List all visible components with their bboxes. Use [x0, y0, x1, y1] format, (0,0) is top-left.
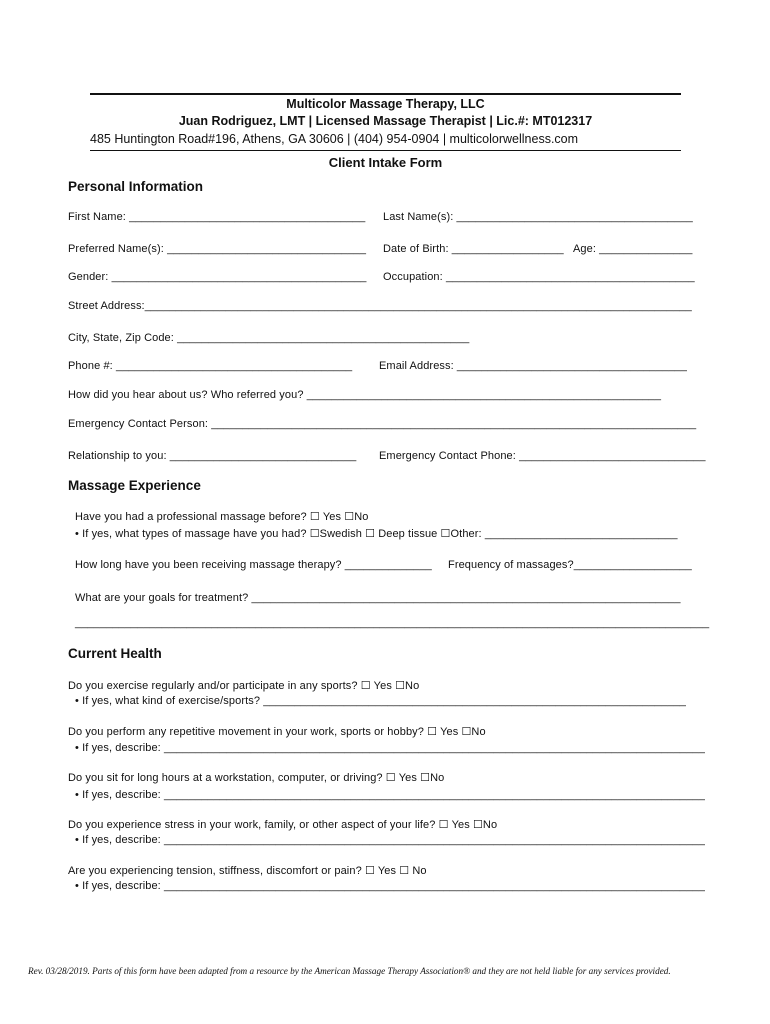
relationship-field[interactable]: Relationship to you: ______________________________ [68, 450, 357, 462]
emergency-contact-field[interactable]: Emergency Contact Person: ______________________________________________________________________________ [68, 418, 697, 430]
dob-field[interactable]: Date of Birth: __________________ [383, 243, 564, 255]
age-field[interactable]: Age: _______________ [573, 243, 693, 255]
stress-detail-field[interactable]: • If yes, describe: _______________________________________________________________________________________ [75, 834, 705, 846]
massage-experience-heading: Massage Experience [68, 478, 201, 493]
repetitive-movement-question[interactable]: Do you perform any repetitive movement in your work, sports or hobby? ☐ Yes ☐No [68, 726, 486, 738]
prior-massage-question[interactable]: Have you had a professional massage before? ☐ Yes ☐No [75, 511, 369, 523]
sitting-question[interactable]: Do you sit for long hours at a workstation, computer, or driving? ☐ Yes ☐No [68, 772, 445, 784]
street-address-field[interactable]: Street Address:________________________________________________________________________________________ [68, 300, 692, 312]
stress-question[interactable]: Do you experience stress in your work, family, or other aspect of your life? ☐ Yes ☐No [68, 819, 498, 831]
repetitive-movement-detail-field[interactable]: • If yes, describe: _______________________________________________________________________________________ [75, 742, 705, 754]
exercise-question[interactable]: Do you exercise regularly and/or participate in any sports? ☐ Yes ☐No [68, 680, 420, 692]
exercise-detail-field[interactable]: • If yes, what kind of exercise/sports? ____________________________________________________________________ [75, 695, 687, 707]
treatment-goals-field[interactable]: What are your goals for treatment? _____________________________________________________________________ [75, 592, 681, 604]
massage-frequency-field[interactable]: Frequency of massages?___________________ [448, 559, 692, 571]
company-name: Multicolor Massage Therapy, LLC [286, 97, 485, 111]
first-name-field[interactable]: First Name: ______________________________________ [68, 211, 366, 223]
pain-question[interactable]: Are you experiencing tension, stiffness, discomfort or pain? ☐ Yes ☐ No [68, 865, 427, 877]
pain-detail-field[interactable]: • If yes, describe: _______________________________________________________________________________________ [75, 880, 705, 892]
header-top-rule [90, 93, 681, 95]
gender-field[interactable]: Gender: _________________________________________ [68, 271, 367, 283]
address-line: 485 Huntington Road#196, Athens, GA 30606 | (404) 954-0904 | multicolorwellness.com [90, 132, 579, 146]
header-bottom-rule [90, 150, 681, 151]
emergency-phone-field[interactable]: Emergency Contact Phone: ______________________________ [379, 450, 706, 462]
massage-types-question[interactable]: • If yes, what types of massage have you had? ☐Swedish ☐ Deep tissue ☐Other: _______________________________ [75, 528, 678, 540]
phone-field[interactable]: Phone #: ______________________________________ [68, 360, 353, 372]
city-state-zip-field[interactable]: City, State, Zip Code: _______________________________________________ [68, 332, 470, 344]
form-title: Client Intake Form [328, 155, 443, 170]
occupation-field[interactable]: Occupation: ________________________________________ [383, 271, 695, 283]
sitting-detail-field[interactable]: • If yes, describe: _______________________________________________________________________________________ [75, 789, 705, 801]
last-name-field[interactable]: Last Name(s): ______________________________________ [383, 211, 693, 223]
personal-info-heading: Personal Information [68, 179, 204, 194]
footer-revision-note: Rev. 03/28/2019. Parts of this form have been adapted from a resource by the American Massage Therapy Association® and they are not held liable for any services provided. [28, 966, 671, 976]
massage-duration-field[interactable]: How long have you been receiving massage therapy? ______________ [75, 559, 432, 571]
referral-field[interactable]: How did you hear about us? Who referred you? _________________________________________________________ [68, 389, 662, 401]
preferred-name-field[interactable]: Preferred Name(s): ________________________________ [68, 243, 367, 255]
treatment-goals-line[interactable]: ______________________________________________________________________________________________________ [75, 617, 710, 629]
current-health-heading: Current Health [68, 646, 162, 661]
email-field[interactable]: Email Address: _____________________________________ [379, 360, 687, 372]
therapist-line: Juan Rodriguez, LMT | Licensed Massage Therapist | Lic.#: MT012317 [178, 114, 593, 128]
